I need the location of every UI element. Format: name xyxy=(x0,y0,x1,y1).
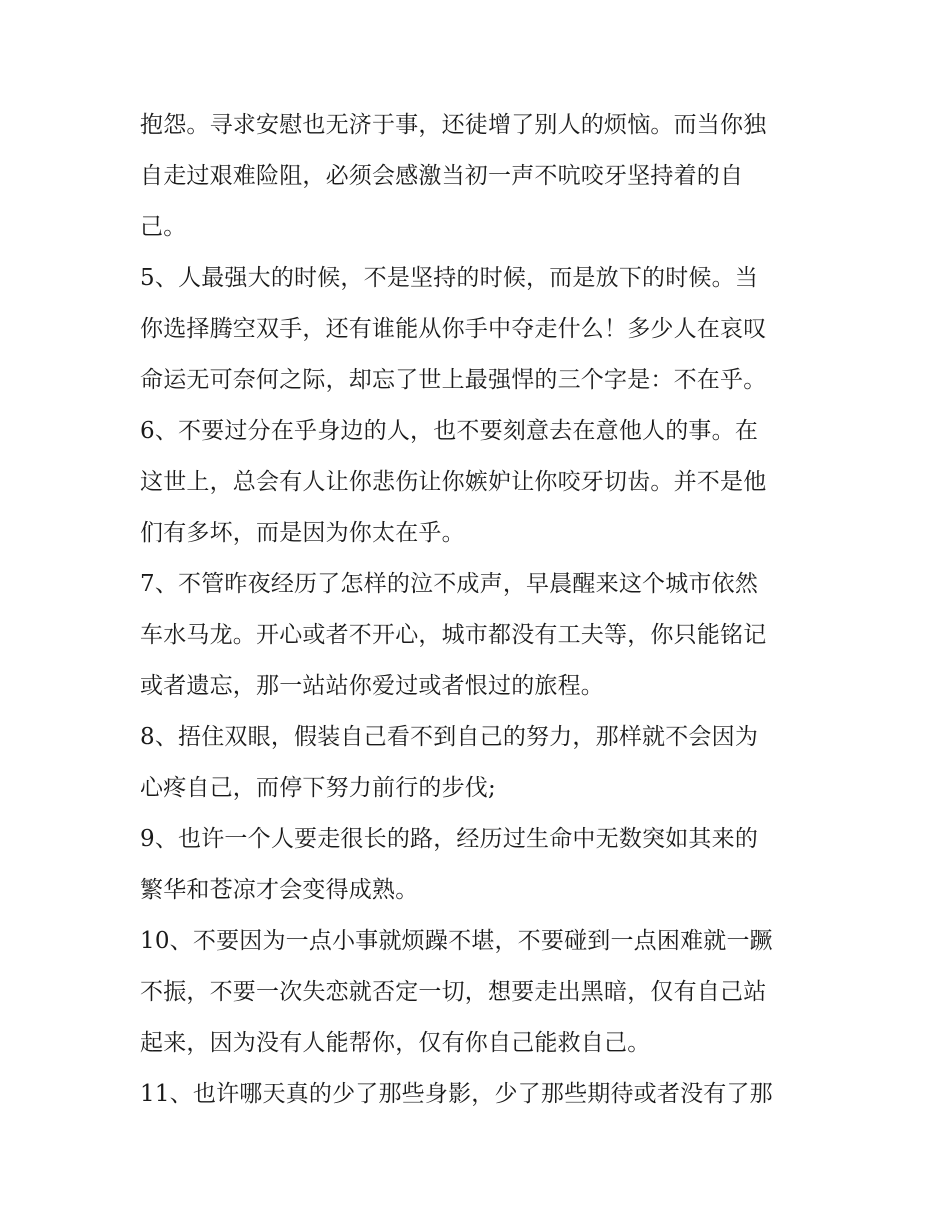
text-line: 11、也许哪天真的少了那些身影，少了那些期待或者没有了那 xyxy=(140,1081,773,1107)
text-line: 车水马龙。开心或者不开心，城市都没有工夫等，你只能铭记 xyxy=(140,622,767,648)
text-line: 自走过艰难险阻，必须会感激当初一声不吭咬牙坚持着的自 xyxy=(140,163,744,189)
text-line: 这世上，总会有人让你悲伤让你嫉妒让你咬牙切齿。并不是他 xyxy=(140,469,767,495)
text-line: 繁华和苍凉才会变得成熟。 xyxy=(140,877,419,903)
text-line: 10、不要因为一点小事就烦躁不堪，不要碰到一点困难就一蹶 xyxy=(140,928,773,954)
text-line: 9、也许一个人要走很长的路，经历过生命中无数突如其来的 xyxy=(140,826,759,852)
text-line: 你选择腾空双手，还有谁能从你手中夺走什么！多少人在哀叹 xyxy=(140,316,767,342)
document-body xyxy=(140,100,820,1120)
text-line: 6、不要过分在乎身边的人，也不要刻意去在意他人的事。在 xyxy=(140,418,759,444)
text-line: 5、人最强大的时候，不是坚持的时候，而是放下的时候。当 xyxy=(140,265,759,291)
text-line: 命运无可奈何之际，却忘了世上最强悍的三个字是：不在乎。 xyxy=(140,367,767,393)
text-line: 己。 xyxy=(140,214,187,240)
text-line: 们有多坏，而是因为你太在乎。 xyxy=(140,520,465,546)
text-line: 抱怨。寻求安慰也无济于事，还徒增了别人的烦恼。而当你独 xyxy=(140,112,767,138)
text-line: 或者遗忘，那一站站你爱过或者恨过的旅程。 xyxy=(140,673,604,699)
text-line: 7、不管昨夜经历了怎样的泣不成声，早晨醒来这个城市依然 xyxy=(140,571,759,597)
text-line: 8、捂住双眼，假装自己看不到自己的努力，那样就不会因为 xyxy=(140,724,759,750)
text-line: 心疼自己，而停下努力前行的步伐; xyxy=(140,775,496,801)
text-line: 不振，不要一次失恋就否定一切，想要走出黑暗，仅有自己站 xyxy=(140,979,767,1005)
text-line: 起来，因为没有人能帮你，仅有你自己能救自己。 xyxy=(140,1030,651,1056)
